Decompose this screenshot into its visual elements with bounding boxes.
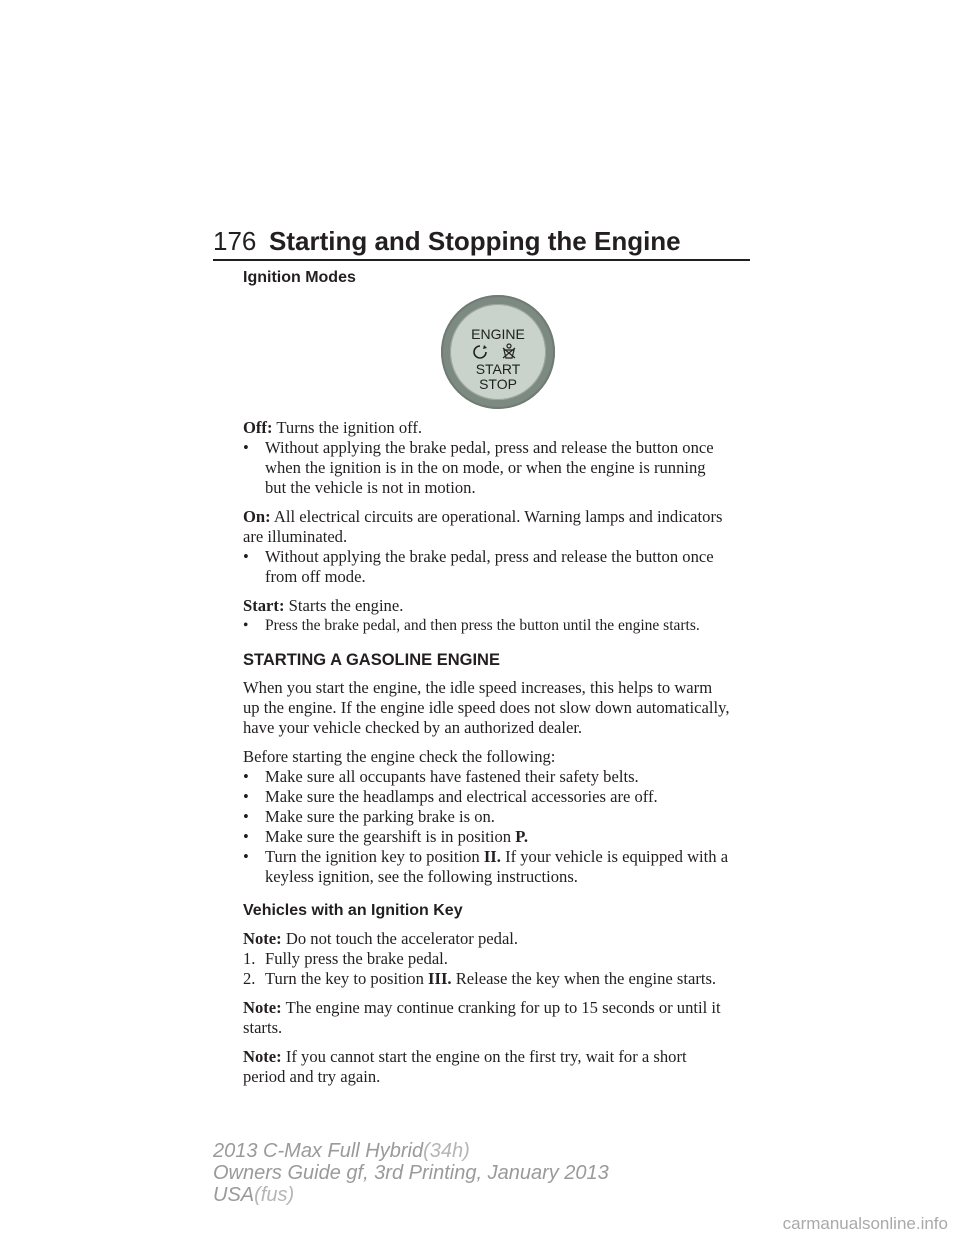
engine-start-stop-button: [441, 295, 555, 409]
off-bullet-line: Without applying the brake pedal, press and release the button once: [265, 438, 714, 457]
check-bullet: • Make sure the parking brake is on.: [243, 807, 753, 827]
gear-position: P.: [515, 827, 529, 846]
footer-code: (34h): [423, 1140, 470, 1162]
note-text: The engine may continue cranking for up to 15 seconds or until it: [285, 998, 721, 1017]
on-bullet-line: Without applying the brake pedal, press and release the button once: [265, 547, 714, 566]
step-number: 1.: [243, 949, 256, 968]
ignition-key-heading: Vehicles with an Ignition Key: [243, 902, 463, 919]
note-paragraph: [243, 1047, 753, 1067]
text-line: have your vehicle checked by an authorized dealer.: [243, 718, 583, 737]
note-text: starts.: [243, 1018, 283, 1037]
footer-model: 2013 C-Max Full Hybrid: [213, 1140, 424, 1162]
check-bullet: • Make sure the headlamps and electrical accessories are off.: [243, 787, 753, 807]
stop-label: STOP: [479, 376, 517, 392]
key-position: III.: [428, 969, 452, 988]
glow-plug-icon: [468, 342, 528, 360]
start-mode-label: Start:: [243, 596, 285, 615]
note-paragraph: [243, 929, 753, 949]
check-text: Make sure the gearshift is in position: [265, 827, 512, 846]
text-line: When you start the engine, the idle speed increases, this helps to warm: [243, 678, 713, 697]
page-header: [213, 226, 750, 262]
step-text: Fully press the brake pedal.: [265, 949, 448, 968]
gasoline-paragraph: [243, 678, 753, 738]
off-bullet: • Without applying the brake pedal, press and release the button once when the ignition is in the on mode, or when the engine is running but the vehicle is not in motion.: [243, 438, 753, 498]
header-rule: [213, 259, 750, 261]
page-content: [243, 268, 753, 1087]
check-bullet: • Turn the ignition key to position II. If your vehicle is equipped with a keyless ignition, see the following instructions.: [243, 847, 753, 887]
on-text: All electrical circuits are operational. Warning lamps and indicators: [273, 507, 723, 526]
check-intro: Before starting the engine check the following:: [243, 747, 556, 766]
button-face: [450, 304, 546, 400]
start-text: Starts the engine.: [288, 596, 404, 615]
step-text: Turn the key to position: [265, 969, 424, 988]
on-mode-paragraph: [243, 507, 753, 527]
print-footer: [213, 1140, 609, 1206]
start-stop-illustration: [243, 295, 753, 409]
check-text: If your vehicle is equipped with a: [505, 847, 729, 866]
footer-market: USA: [213, 1184, 255, 1206]
button-top-label: ENGINE: [471, 326, 525, 342]
on-text-cont: are illuminated.: [243, 527, 348, 546]
footer-printing: Owners Guide gf, 3rd Printing, January 2013: [213, 1162, 609, 1184]
step-text: Release the key when the engine starts.: [455, 969, 717, 988]
chapter-title: Starting and Stopping the Engine: [269, 226, 681, 256]
check-bullet: • Make sure the gearshift is in position P.: [243, 827, 529, 846]
start-bullet: • Press the brake pedal, and then press the button until the engine starts.: [243, 616, 753, 636]
off-label: Off:: [243, 418, 273, 437]
start-bullet-line: Press the brake pedal, and then press the button until the engine starts.: [265, 617, 700, 634]
page-number: 176: [213, 226, 257, 256]
check-text: keyless ignition, see the following instructions.: [265, 867, 578, 886]
check-text: Turn the ignition key to position: [265, 847, 480, 866]
footer-code: (fus): [254, 1184, 295, 1206]
note-label: Note:: [243, 929, 282, 948]
note-text: period and try again.: [243, 1067, 381, 1086]
seatbelt-warning-icon: [503, 344, 515, 358]
check-text: Make sure the parking brake is on.: [265, 807, 495, 826]
text-line: up the engine. If the engine idle speed does not slow down automatically,: [243, 698, 730, 717]
start-mode-paragraph: [243, 596, 753, 616]
note-paragraph: [243, 998, 753, 1018]
off-bullet-line: but the vehicle is not in motion.: [265, 478, 476, 497]
ignition-modes-heading: Ignition Modes: [243, 269, 356, 286]
ignition-position: II.: [483, 847, 501, 866]
step-item: [243, 969, 753, 989]
step-number: 2.: [243, 969, 256, 988]
start-label: START: [475, 361, 521, 377]
note-label: Note:: [243, 998, 282, 1017]
check-text: Make sure the headlamps and electrical accessories are off.: [265, 787, 658, 806]
on-bullet-line: from off mode.: [265, 567, 366, 586]
off-bullet-line: when the ignition is in the on mode, or when the engine is running: [265, 458, 706, 477]
step-item: [243, 949, 753, 969]
note-text: Do not touch the accelerator pedal.: [285, 929, 519, 948]
note-label: Note:: [243, 1047, 282, 1066]
on-bullet: • Without applying the brake pedal, press and release the button once from off mode.: [243, 547, 753, 587]
off-text: Turns the ignition off.: [276, 418, 423, 437]
gasoline-heading: STARTING A GASOLINE ENGINE: [243, 651, 500, 669]
check-bullet: • Make sure all occupants have fastened their safety belts.: [243, 767, 753, 787]
button-bottom-label: [450, 362, 546, 392]
note-text: If you cannot start the engine on the first try, wait for a short: [285, 1047, 687, 1066]
off-mode-paragraph: [243, 418, 753, 438]
check-text: Make sure all occupants have fastened their safety belts.: [265, 767, 639, 786]
on-label: On:: [243, 507, 271, 526]
site-watermark[interactable]: carmanualsonline.info: [782, 1214, 948, 1233]
